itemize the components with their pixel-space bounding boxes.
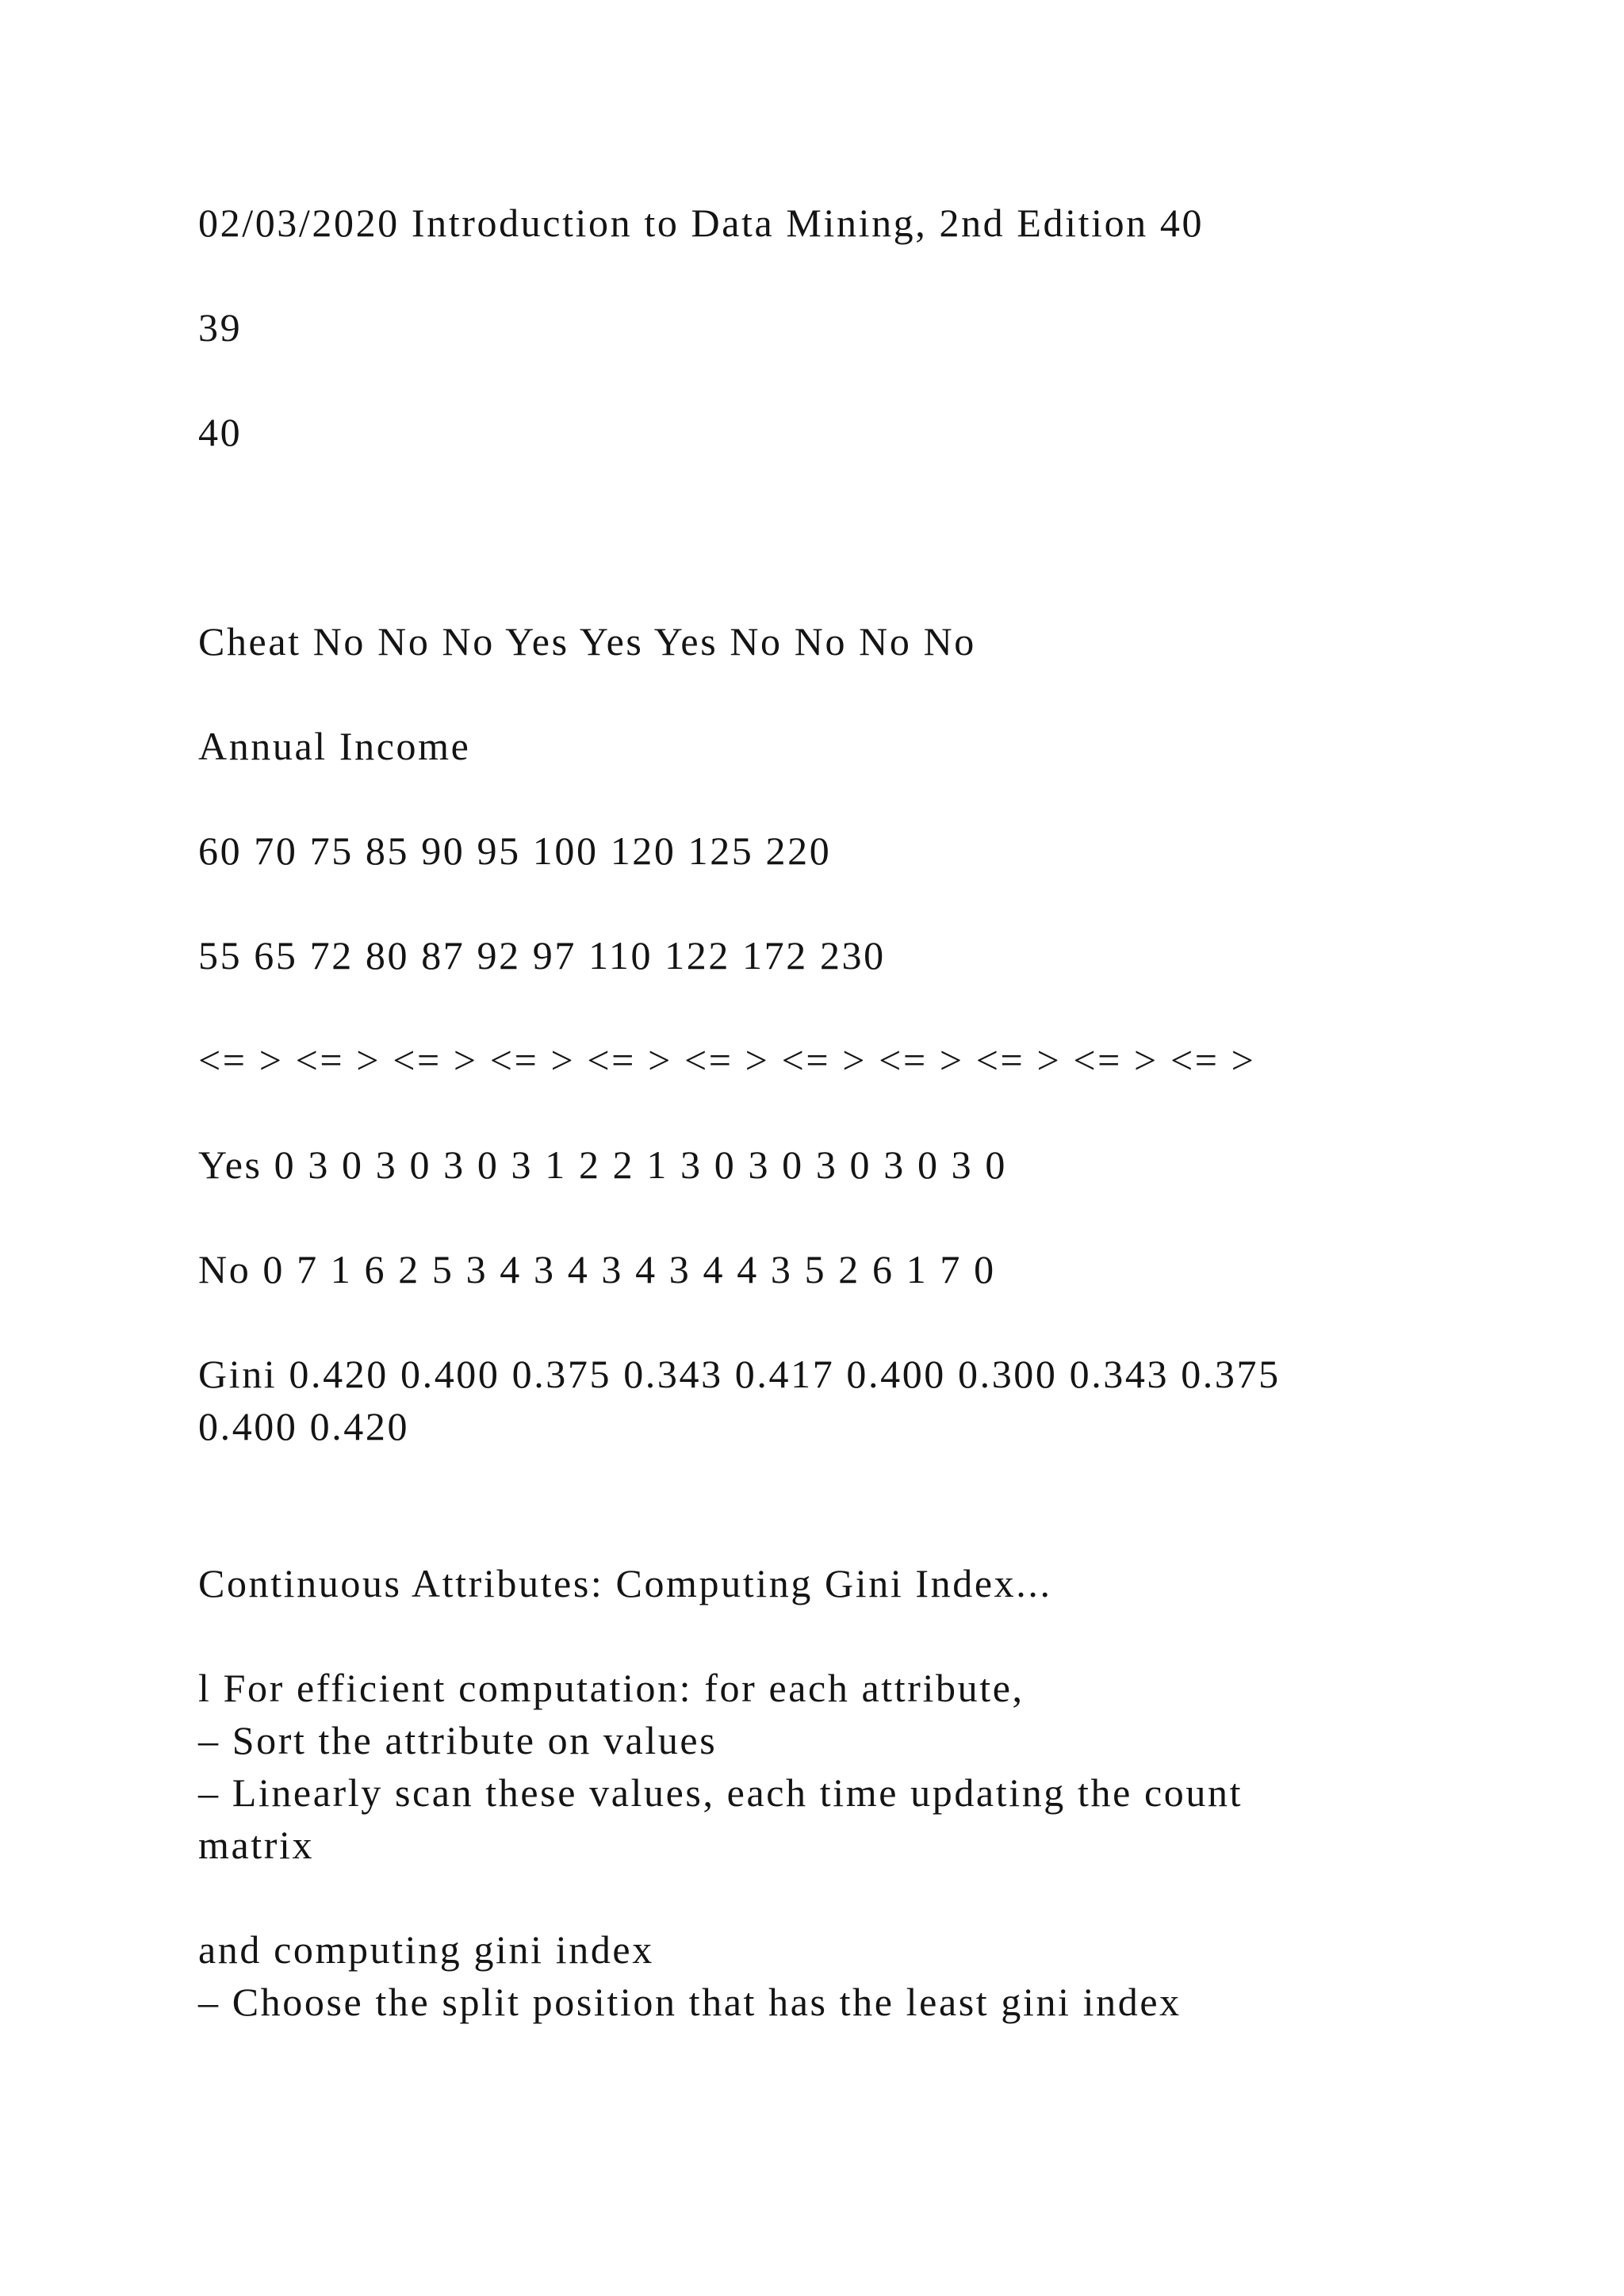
split-positions-row: 55 65 72 80 87 92 97 110 122 172 230 <box>198 933 886 978</box>
bullet-linear-scan-line-2: matrix <box>198 1823 315 1867</box>
attribute-label: Annual Income <box>198 724 471 768</box>
no-count-row: No 0 7 1 6 2 5 3 4 3 4 3 4 3 4 4 3 5 2 6 1 7 0 <box>198 1247 996 1292</box>
slide-title: Continuous Attributes: Computing Gini Index... <box>198 1561 1052 1605</box>
cheat-row: Cheat No No No Yes Yes Yes No No No No <box>198 619 976 664</box>
slide-header: 02/03/2020 Introduction to Data Mining, 2nd Edition 40 <box>198 201 1205 245</box>
bullet-gini-line-1: and computing gini index <box>198 1927 654 1972</box>
yes-count-row: Yes 0 3 0 3 0 3 0 3 1 2 2 1 3 0 3 0 3 0 3 0 3 0 <box>198 1142 1007 1187</box>
bullet-sort: – Sort the attribute on values <box>198 1718 718 1762</box>
bullet-choose-split: – Choose the split position that has the least gini index <box>198 1980 1182 2024</box>
gini-row-line-1: Gini 0.420 0.400 0.375 0.343 0.417 0.400 0.300 0.343 0.375 <box>198 1352 1281 1396</box>
bullet-efficient-computation: l For efficient computation: for each attribute, <box>198 1666 1025 1710</box>
bullet-linear-scan-line-1: – Linearly scan these values, each time updating the count <box>198 1770 1243 1815</box>
sorted-values-row: 60 70 75 85 90 95 100 120 125 220 <box>198 828 832 873</box>
gini-row-line-2: 0.400 0.420 <box>198 1404 410 1448</box>
page-number-39: 39 <box>198 305 243 350</box>
operators-row: <= > <= > <= > <= > <= > <= > <= > <= > <= > <= > <= > <box>198 1038 1256 1082</box>
page-number-40: 40 <box>198 410 243 454</box>
